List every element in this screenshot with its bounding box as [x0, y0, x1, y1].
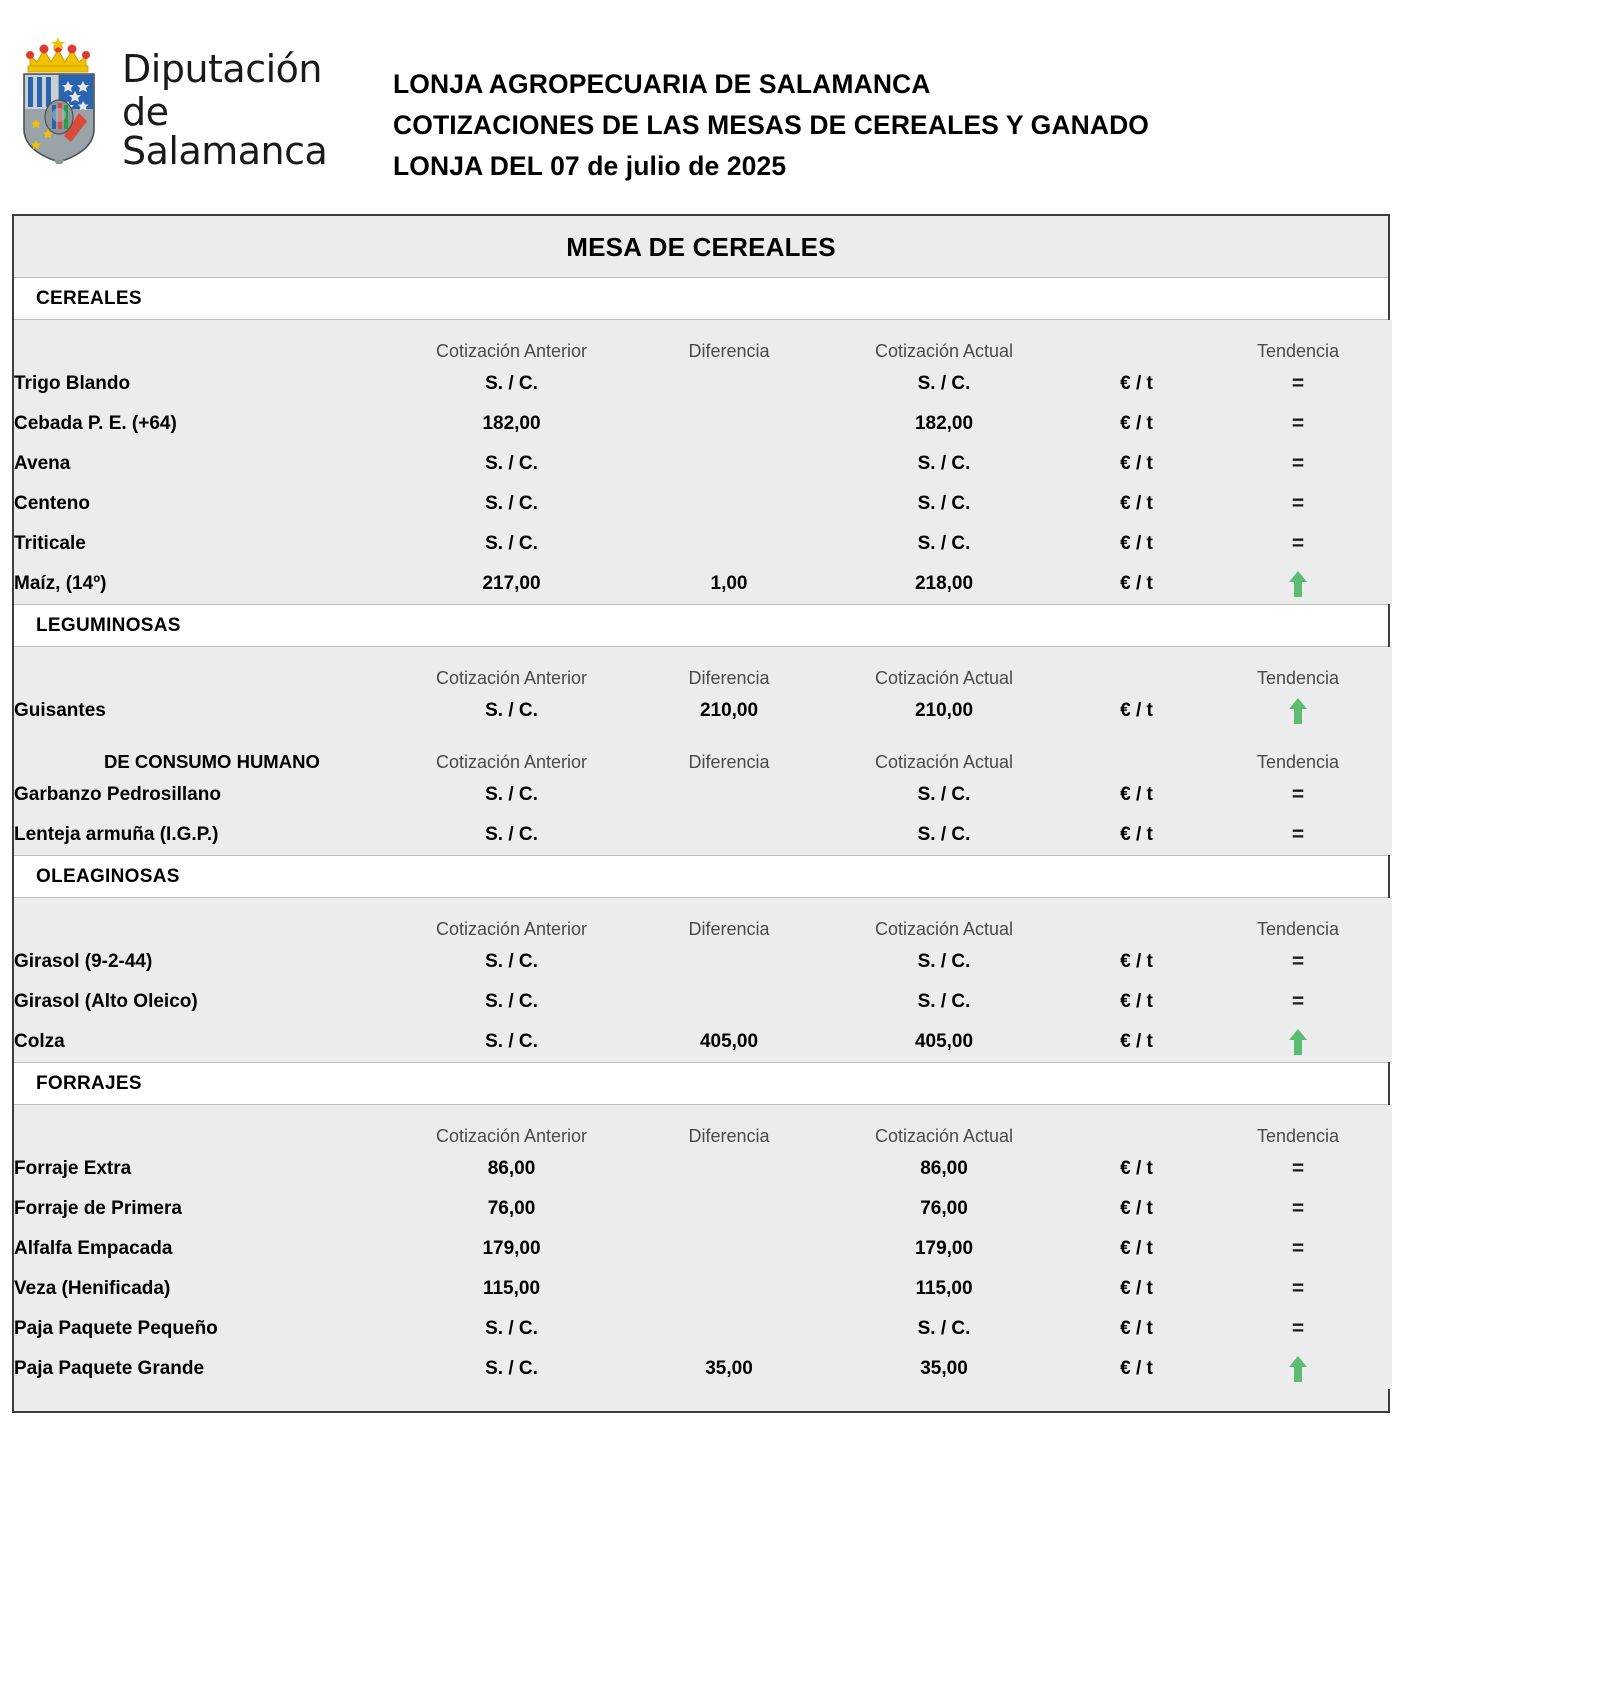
row-unit: € / t: [1120, 1358, 1153, 1379]
trend-stable-icon: =: [1291, 531, 1305, 555]
column-header-current: Cotización Actual: [874, 919, 1014, 939]
trend-stable-icon: =: [1291, 1196, 1305, 1220]
row-unit: € / t: [1120, 824, 1153, 845]
row-previous-price: S. / C.: [485, 493, 538, 514]
row-difference: [639, 1229, 819, 1269]
cereals-table-card: [12, 214, 1390, 1413]
column-header-current: Cotización Actual: [874, 752, 1014, 772]
row-product-name: Alfalfa Empacada: [14, 1238, 173, 1259]
row-previous-price: S. / C.: [485, 1031, 538, 1052]
row-difference: 35,00: [705, 1358, 753, 1379]
row-trend: [1204, 564, 1392, 604]
row-difference: [639, 484, 819, 524]
institution-name: [122, 22, 365, 173]
row-product-name: Girasol (9-2-44): [14, 951, 153, 972]
document-header: [0, 0, 1600, 200]
section-header-leguminosas: LEGUMINOSAS: [14, 604, 1388, 647]
trend-up-icon: [1288, 697, 1308, 725]
table-row: [14, 775, 1392, 815]
row-trend: [1204, 364, 1392, 404]
title-line-3: LONJA DEL 07 de julio de 2025: [393, 150, 787, 181]
column-header-trend: Tendencia: [1256, 668, 1340, 688]
row-previous-price: S. / C.: [485, 453, 538, 474]
table-row: [14, 1309, 1392, 1349]
row-trend: [1204, 404, 1392, 444]
column-header-row: [14, 731, 1392, 775]
table-row: [14, 1189, 1392, 1229]
column-header-trend: Tendencia: [1256, 341, 1340, 361]
table-row: [14, 815, 1392, 855]
row-previous-price: S. / C.: [485, 533, 538, 554]
column-header-difference: Diferencia: [688, 752, 770, 772]
row-difference: 1,00: [710, 573, 748, 594]
row-current-price: 405,00: [914, 1031, 974, 1052]
row-trend: [1204, 1022, 1392, 1062]
row-unit: € / t: [1120, 413, 1153, 434]
row-trend: [1204, 815, 1392, 855]
section-header-cereales: CEREALES: [14, 277, 1388, 320]
row-trend: [1204, 444, 1392, 484]
row-difference: [639, 1149, 819, 1189]
row-current-price: S. / C.: [917, 991, 971, 1012]
row-current-price: S. / C.: [917, 533, 971, 554]
column-header-spacer: [14, 898, 384, 942]
column-header-difference: Diferencia: [688, 919, 770, 939]
trend-up-icon: [1288, 570, 1308, 598]
column-header-previous: Cotización Anterior: [435, 341, 588, 361]
document-title: [365, 22, 1149, 186]
row-previous-price: S. / C.: [485, 373, 538, 394]
row-current-price: S. / C.: [917, 453, 971, 474]
column-header-spacer: [14, 320, 384, 364]
row-product-name: Paja Paquete Pequeño: [14, 1318, 218, 1339]
column-header-trend: Tendencia: [1256, 752, 1340, 772]
row-current-price: 115,00: [915, 1278, 973, 1299]
row-difference: [639, 1189, 819, 1229]
column-header-previous: Cotización Anterior: [435, 919, 588, 939]
row-previous-price: 179,00: [482, 1238, 541, 1259]
row-unit: € / t: [1120, 1238, 1153, 1259]
row-unit: € / t: [1120, 373, 1153, 394]
row-difference: [639, 404, 819, 444]
table-row: [14, 524, 1392, 564]
row-previous-price: S. / C.: [485, 991, 538, 1012]
table-row: [14, 444, 1392, 484]
trend-up-icon: [1288, 1355, 1308, 1383]
trend-stable-icon: =: [1291, 1236, 1305, 1260]
row-trend: [1204, 1309, 1392, 1349]
trend-stable-icon: =: [1291, 1316, 1305, 1340]
row-difference: [639, 1309, 819, 1349]
row-product-name: Forraje Extra: [14, 1158, 132, 1179]
subsection-label: DE CONSUMO HUMANO: [104, 751, 320, 772]
section-table-leguminosas: [14, 647, 1392, 855]
title-line-1: LONJA AGROPECUARIA DE SALAMANCA: [393, 69, 931, 99]
row-product-name: Avena: [14, 453, 71, 474]
row-trend: [1204, 775, 1392, 815]
row-current-price: S. / C.: [917, 951, 971, 972]
row-difference: [639, 775, 819, 815]
column-header-spacer: [14, 647, 384, 691]
table-row: [14, 404, 1392, 444]
row-unit: € / t: [1120, 991, 1153, 1012]
row-difference: [639, 364, 819, 404]
row-product-name: Veza (Henificada): [14, 1278, 171, 1299]
row-current-price: 86,00: [920, 1158, 968, 1179]
row-current-price: S. / C.: [917, 824, 971, 845]
row-unit: € / t: [1120, 1158, 1153, 1179]
row-current-price: S. / C.: [917, 373, 971, 394]
table-title: MESA DE CEREALES: [14, 216, 1388, 277]
row-product-name: Maíz, (14º): [14, 573, 107, 594]
row-trend: [1204, 1189, 1392, 1229]
row-difference: [639, 942, 819, 982]
row-trend: [1204, 1269, 1392, 1309]
section-table-oleaginosas: [14, 898, 1392, 1062]
row-current-price: 210,00: [914, 700, 974, 721]
row-current-price: 76,00: [920, 1198, 968, 1219]
table-row: [14, 1269, 1392, 1309]
column-header-previous: Cotización Anterior: [435, 668, 588, 688]
section-table-forrajes: [14, 1105, 1392, 1389]
row-trend: [1204, 484, 1392, 524]
row-product-name: Triticale: [14, 533, 86, 554]
column-header-row: [14, 1105, 1392, 1149]
row-product-name: Forraje de Primera: [14, 1198, 182, 1219]
column-header-trend: Tendencia: [1256, 1126, 1340, 1146]
row-difference: [639, 1269, 819, 1309]
row-product-name: Guisantes: [14, 700, 106, 721]
row-trend: [1204, 942, 1392, 982]
column-header-unit: [1069, 1105, 1204, 1149]
coat-of-arms-icon: [16, 29, 112, 164]
row-difference: 405,00: [699, 1031, 759, 1052]
row-previous-price: S. / C.: [485, 784, 538, 805]
row-difference: 210,00: [699, 700, 759, 721]
column-header-difference: Diferencia: [688, 341, 770, 361]
row-trend: [1204, 982, 1392, 1022]
table-row: [14, 942, 1392, 982]
column-header-difference: Diferencia: [688, 1126, 770, 1146]
section-header-forrajes: FORRAJES: [14, 1062, 1388, 1105]
row-current-price: 35,00: [920, 1358, 968, 1379]
row-product-name: Colza: [14, 1031, 65, 1052]
row-unit: € / t: [1120, 951, 1153, 972]
row-trend: [1204, 691, 1392, 731]
row-difference: [639, 982, 819, 1022]
table-row: [14, 1149, 1392, 1189]
row-previous-price: S. / C.: [485, 824, 538, 845]
row-previous-price: S. / C.: [485, 951, 538, 972]
column-header-current: Cotización Actual: [874, 1126, 1014, 1146]
trend-stable-icon: =: [1291, 989, 1305, 1013]
row-unit: € / t: [1120, 784, 1153, 805]
trend-stable-icon: =: [1291, 1156, 1305, 1180]
row-unit: € / t: [1120, 453, 1153, 474]
trend-stable-icon: =: [1291, 491, 1305, 515]
row-trend: [1204, 1349, 1392, 1389]
column-header-current: Cotización Actual: [874, 668, 1014, 688]
row-current-price: 218,00: [914, 573, 974, 594]
row-current-price: S. / C.: [917, 1318, 971, 1339]
row-difference: [639, 444, 819, 484]
table-bottom-spacer: [14, 1389, 1388, 1411]
table-row: [14, 691, 1392, 731]
table-sections: [14, 277, 1388, 1389]
column-header-row: [14, 320, 1392, 364]
column-header-unit: [1069, 731, 1204, 775]
trend-stable-icon: =: [1291, 371, 1305, 395]
column-header-unit: [1069, 647, 1204, 691]
logo-line-2: de Salamanca: [122, 89, 328, 173]
row-product-name: Cebada P. E. (+64): [14, 413, 177, 434]
row-unit: € / t: [1120, 1318, 1153, 1339]
column-header-spacer: [14, 1105, 384, 1149]
table-row: [14, 1229, 1392, 1269]
row-current-price: 179,00: [914, 1238, 974, 1259]
row-trend: [1204, 1229, 1392, 1269]
row-product-name: Trigo Blando: [14, 373, 131, 394]
row-unit: € / t: [1120, 1198, 1153, 1219]
column-header-previous: Cotización Anterior: [435, 1126, 588, 1146]
trend-stable-icon: =: [1291, 949, 1305, 973]
row-product-name: Lenteja armuña (I.G.P.): [14, 824, 219, 845]
section-table-cereales: [14, 320, 1392, 604]
row-previous-price: 115,00: [482, 1278, 541, 1299]
row-unit: € / t: [1120, 573, 1153, 594]
row-unit: € / t: [1120, 700, 1153, 721]
column-header-row: [14, 898, 1392, 942]
logo-line-1: Diputación: [122, 47, 322, 91]
column-header-difference: Diferencia: [688, 668, 770, 688]
row-unit: € / t: [1120, 1278, 1153, 1299]
row-trend: [1204, 524, 1392, 564]
row-trend: [1204, 1149, 1392, 1189]
row-current-price: S. / C.: [917, 784, 971, 805]
column-header-trend: Tendencia: [1256, 919, 1340, 939]
row-previous-price: 217,00: [482, 573, 541, 594]
row-previous-price: S. / C.: [485, 700, 538, 721]
table-row: [14, 1349, 1392, 1389]
row-product-name: Centeno: [14, 493, 90, 514]
trend-up-icon: [1288, 1028, 1308, 1056]
trend-stable-icon: =: [1291, 782, 1305, 806]
row-product-name: Paja Paquete Grande: [14, 1358, 205, 1379]
row-previous-price: S. / C.: [485, 1358, 538, 1379]
row-difference: [639, 524, 819, 564]
institution-logo: [10, 22, 365, 173]
column-header-unit: [1069, 320, 1204, 364]
column-header-previous: Cotización Anterior: [435, 752, 588, 772]
table-row: [14, 982, 1392, 1022]
title-line-2: COTIZACIONES DE LAS MESAS DE CEREALES Y GANADO: [393, 109, 1150, 140]
column-header-current: Cotización Actual: [874, 341, 1014, 361]
row-previous-price: 182,00: [482, 413, 541, 434]
column-header-row: [14, 647, 1392, 691]
row-product-name: Girasol (Alto Oleico): [14, 991, 198, 1012]
row-current-price: 182,00: [914, 413, 974, 434]
row-unit: € / t: [1120, 1031, 1153, 1052]
row-unit: € / t: [1120, 533, 1153, 554]
trend-stable-icon: =: [1291, 1276, 1305, 1300]
section-header-oleaginosas: OLEAGINOSAS: [14, 855, 1388, 898]
row-unit: € / t: [1120, 493, 1153, 514]
table-row: [14, 364, 1392, 404]
row-previous-price: 76,00: [487, 1198, 536, 1219]
row-previous-price: 86,00: [487, 1158, 536, 1179]
table-row: [14, 484, 1392, 524]
trend-stable-icon: =: [1291, 822, 1305, 846]
trend-stable-icon: =: [1291, 451, 1305, 475]
row-product-name: Garbanzo Pedrosillano: [14, 784, 221, 805]
row-difference: [639, 815, 819, 855]
column-header-unit: [1069, 898, 1204, 942]
row-current-price: S. / C.: [917, 493, 971, 514]
table-row: [14, 1022, 1392, 1062]
table-row: [14, 564, 1392, 604]
row-previous-price: S. / C.: [485, 1318, 538, 1339]
trend-stable-icon: =: [1291, 411, 1305, 435]
